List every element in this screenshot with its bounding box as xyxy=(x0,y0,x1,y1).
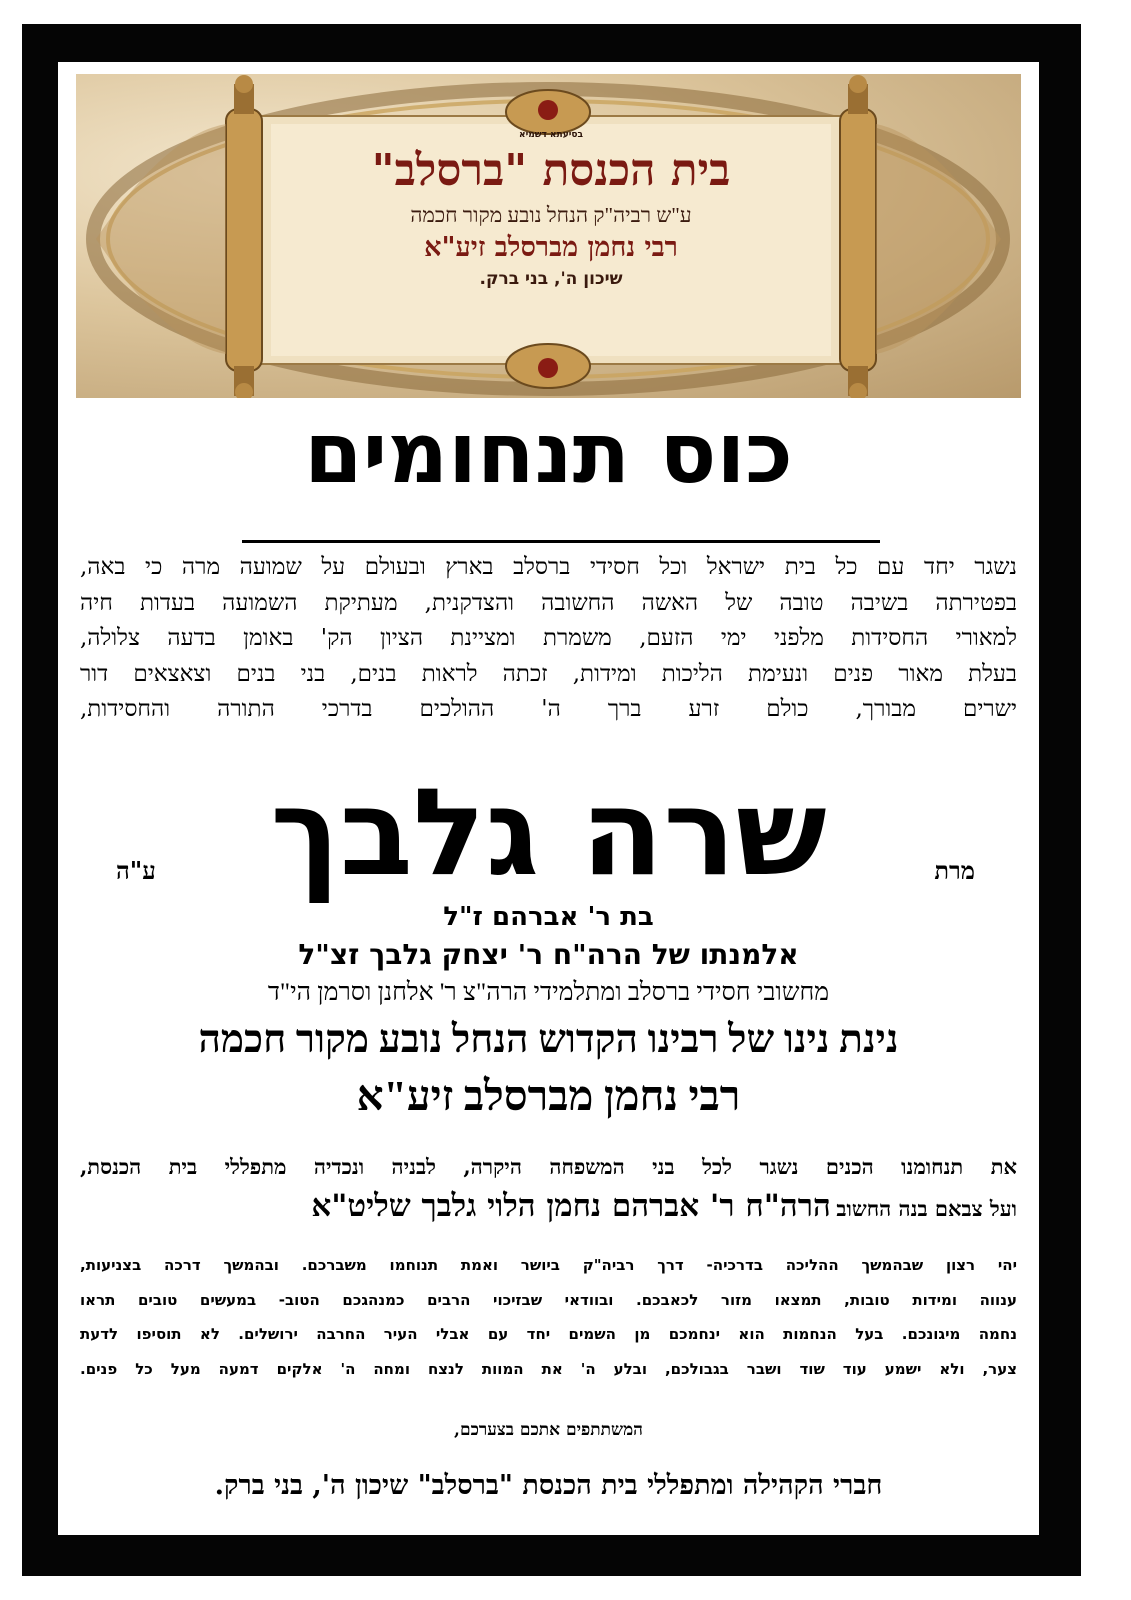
scroll-text xyxy=(271,120,831,362)
paragraph-line: נשגר יחד עם כל בית ישראל וכל חסידי ברסלב בארץ ובעולם על שמועה מרה כי באה, xyxy=(80,554,1017,580)
wishes-line: ענווה ומידות טובות, תמצאו מזור לכאבכם. ובוודאי שבזיכוי הרבים כמנהגכם הטוב- במעשים טובים תראו xyxy=(80,1290,1017,1309)
notice-title: כוס תנחומים xyxy=(304,404,793,502)
title-underline xyxy=(242,540,880,543)
partners-line: המשתתפים אתכם בצערכם, xyxy=(454,1420,643,1440)
notice-page xyxy=(58,62,1039,1535)
paragraph-line: בפטירתה בשיבה טובה של האשה החשובה והצדקנית, מעתיקת השמועה בעדות חיה xyxy=(80,589,1017,616)
location-text: שיכון ה', בני ברק. xyxy=(479,268,623,289)
lineage-line: נינת נינו של רבינו הקדוש הנחל נובע מקור חכמה xyxy=(198,1018,899,1061)
header-banner xyxy=(76,74,1021,398)
signers-line: חברי הקהילה ומתפללי בית הכנסת "ברסלב" שיכון ה', בני ברק. xyxy=(214,1470,883,1501)
wishes-line: יהי רצון שבהמשך ההליכה בדרכיה- דרך רביה"ק ביושר ואמת תנוחמו משברכם. ובהמשך דרכה בצניעות, xyxy=(80,1256,1017,1274)
sponsor-text: בסיעתא דשמיא xyxy=(519,130,583,140)
condolence-son-prefix: ועל צבאם בנה החשוב xyxy=(836,1196,1017,1221)
condolence-line-1: את תנחומנו הכנים נשגר לכל בני המשפחה היקרה, לבניה ונכדיה מתפללי בית הכנסת, xyxy=(80,1154,1017,1179)
disciple-line: מחשובי חסידי ברסלב ומתלמידי הרה"צ ר' אלחנן וסרמן הי"ד xyxy=(267,979,830,1006)
intro-paragraph xyxy=(80,550,1017,728)
deceased-name: שרה גלבך xyxy=(270,764,827,903)
rebbe-line: רבי נחמן מברסלב זיע"א xyxy=(356,1074,741,1120)
deceased-suffix: ע"ה xyxy=(116,856,156,885)
paragraph-line: למאורי החסידות מלפני ימי הזעם, משמרת ומציינת הציון הק' באומן בדעה צלולה, xyxy=(80,625,1017,651)
paragraph-line: ישרים מבורך, כולם זרע ברך ה' ההולכים בדרכי התורה והחסידות, xyxy=(80,696,1017,722)
rebbe-name: רבי נחמן מברסלב זיע"א xyxy=(424,231,678,263)
founder-line: ע"ש רביה"ק הנחל נובע מקור חכמה xyxy=(410,202,692,227)
deceased-prefix: מרת xyxy=(934,856,975,885)
widow-line: אלמנתו של הרה"ח ר' יצחק גלבך זצ"ל xyxy=(298,938,799,971)
wishes-line: צער, ולא ישמע עוד שוד ושבר בגבולכם, ובלע ה' את המוות לנצח ומחה ה' אלקים דמעה מעל כל פנים. xyxy=(80,1359,1017,1378)
condolence-son-name: הרה"ח ר' אברהם נחמן הלוי גלבך שליט"א xyxy=(311,1188,831,1224)
paragraph-line: בעלת מאור פנים ונעימת הליכות ומידות, זכתה לראות בנים, בני בנים וצאצאים דור xyxy=(80,660,1017,687)
father-line: בת ר' אברהם ז"ל xyxy=(443,902,654,932)
condolence-line-2 xyxy=(80,1188,1017,1224)
synagogue-name: בית הכנסת "ברסלב" xyxy=(371,145,731,196)
wishes-line: נחמה מיגונכם. בעל הנחמות הוא ינחמכם מן השמים יחד עם אבלי העיר החרבה ירושלים. לא תוסיפו לדעת xyxy=(80,1325,1017,1343)
wishes-paragraph xyxy=(80,1248,1017,1386)
